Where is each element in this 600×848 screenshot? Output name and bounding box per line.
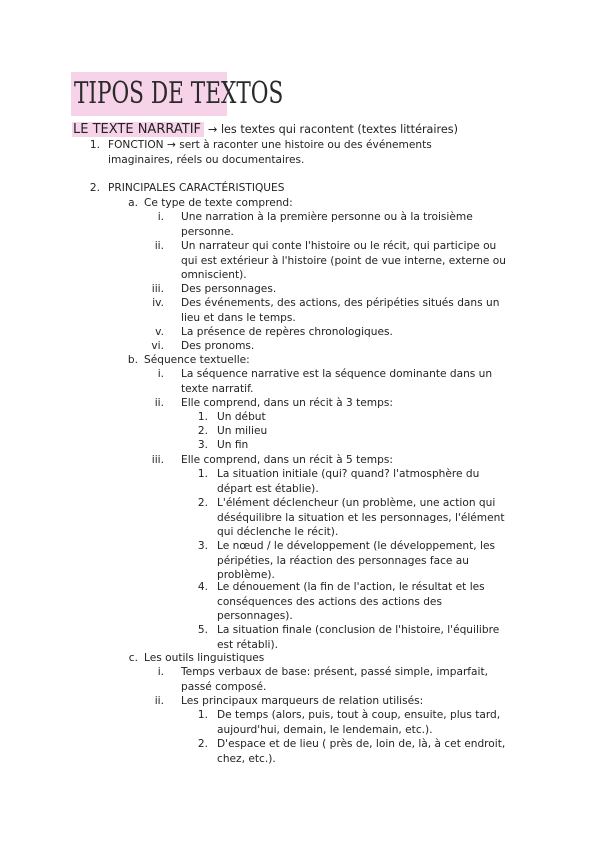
list-item-text: Elle comprend, dans un récit à 5 temps: (181, 454, 393, 466)
list-marker: 2. (197, 497, 208, 509)
list-marker: v. (155, 326, 164, 338)
list-marker: 1. (197, 709, 208, 721)
list-item-text: Des pronoms. (181, 340, 255, 352)
list-item-text: omniscient). (181, 269, 247, 282)
list-item-text: conséquences des actions des actions des (217, 595, 442, 608)
list-item-text: Un milieu (217, 425, 268, 437)
list-marker: 2. (197, 425, 208, 437)
list-item-text: Un narrateur qui conte l'histoire ou le récit, qui participe ou (181, 240, 497, 252)
list-item-text: PRINCIPALES CARACTÉRISTIQUES (108, 182, 285, 194)
list-item-text: L'élément déclencheur (un problème, une action qui (217, 497, 496, 509)
list-marker: 4. (197, 581, 208, 593)
list-marker: 1. (197, 411, 208, 423)
list-item-text: La situation initiale (qui? quand? l'atmosphère du (217, 468, 480, 480)
list-item-text: La présence de repères chronologiques. (181, 326, 393, 338)
list-marker: 2. (89, 182, 100, 194)
list-marker: a. (128, 197, 138, 209)
subtitle-highlight: LE TEXTE NARRATIF (72, 122, 204, 137)
list-item-text: D'espace et de lieu ( près de, loin de, là, à cet endroit, (217, 738, 506, 750)
list-item-text: Temps verbaux de base: présent, passé simple, imparfait, (181, 666, 488, 678)
list-marker: ii. (154, 397, 164, 409)
list-marker: c. (128, 652, 138, 664)
list-marker: ii. (154, 240, 164, 252)
list-marker: 5. (197, 624, 208, 636)
list-item-text: chez, etc.). (217, 752, 276, 765)
list-item-text: FONCTION → sert à raconter une histoire ou des événements (108, 139, 432, 151)
list-marker: i. (157, 666, 164, 678)
list-marker: 1. (197, 468, 208, 480)
list-item-text: Le nœud / le développement (le développement, les (217, 540, 496, 552)
list-item-text: imaginaires, réels ou documentaires. (108, 153, 305, 166)
list-item-text: La situation finale (conclusion de l'histoire, l'équilibre (217, 624, 500, 636)
page-title: TIPOS DE TEXTOS (74, 76, 284, 111)
list-marker: iii. (151, 454, 164, 466)
list-item-text: lieu et dans le temps. (181, 311, 296, 324)
list-marker: 1. (89, 139, 100, 151)
list-marker: 3. (197, 439, 208, 451)
list-item-text: est rétabli). (217, 638, 278, 651)
list-item-text: De temps (alors, puis, tout à coup, ensuite, plus tard, (217, 709, 501, 721)
list-marker: i. (157, 368, 164, 380)
list-item-text: Un fin (217, 439, 249, 451)
list-item-text: déséquilibre la situation et les personnages, l'élément (217, 511, 505, 524)
list-marker: iv. (152, 297, 164, 309)
list-item-text: qui déclenche le récit). (217, 526, 339, 539)
list-item-text: aujourd'hui, demain, le lendemain, etc.). (217, 723, 433, 736)
list-item-text: Séquence textuelle: (144, 354, 250, 366)
list-item-text: Des événements, des actions, des péripéties situés dans un (181, 297, 500, 309)
list-item-text: problème). (217, 569, 275, 582)
list-item-text: La séquence narrative est la séquence dominante dans un (181, 368, 493, 380)
list-item-text: Une narration à la première personne ou à la troisième (181, 211, 473, 223)
list-item-text: Un début (217, 411, 266, 423)
list-item-text: Le dénouement (la fin de l'action, le résultat et les (217, 581, 485, 593)
list-item-text: péripéties, la réaction des personnages face au (217, 554, 469, 567)
list-marker: vi. (151, 340, 164, 352)
list-item-text: Elle comprend, dans un récit à 3 temps: (181, 397, 393, 409)
list-item-text: personne. (181, 225, 234, 238)
list-item-text: personnages). (217, 610, 293, 623)
list-item-text: Ce type de texte comprend: (144, 197, 293, 209)
list-marker: b. (127, 354, 138, 366)
list-marker: iii. (151, 283, 164, 295)
list-item-text: Des personnages. (181, 283, 277, 295)
list-item-text: qui est extérieur à l'histoire (point de vue interne, externe ou (181, 254, 507, 267)
list-item-text: départ est établie). (217, 482, 319, 495)
list-marker: 2. (197, 738, 208, 750)
subtitle (72, 122, 458, 138)
list-item-text: passé composé. (181, 680, 267, 693)
list-item-text: Les outils linguistiques (144, 652, 265, 664)
list-marker: ii. (154, 695, 164, 707)
list-item-text: Les principaux marqueurs de relation utilisés: (181, 695, 424, 707)
list-item-text: texte narratif. (181, 382, 254, 395)
list-marker: 3. (197, 540, 208, 552)
subtitle-rest: → les textes qui racontent (textes littéraires) (208, 123, 458, 136)
list-marker: i. (157, 211, 164, 223)
